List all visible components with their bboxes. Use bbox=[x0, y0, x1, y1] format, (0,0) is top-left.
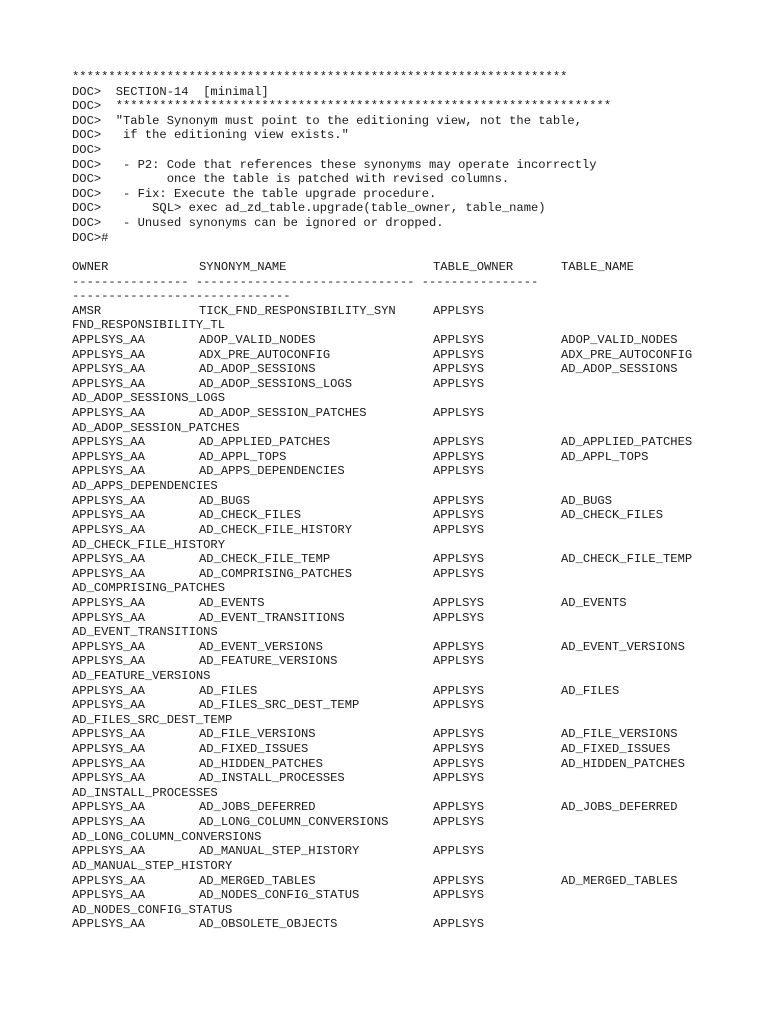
cell-owner: APPLSYS_AA bbox=[72, 362, 145, 377]
table-row bbox=[72, 508, 752, 523]
cell-table-owner: APPLSYS bbox=[433, 888, 484, 903]
cell-owner: APPLSYS_AA bbox=[72, 522, 145, 537]
cell-table-owner: APPLSYS bbox=[433, 683, 484, 698]
cell-table-name-wrapped: AD_EVENT_TRANSITIONS bbox=[72, 625, 218, 640]
table-row bbox=[72, 874, 752, 889]
cell-owner: APPLSYS_AA bbox=[72, 654, 145, 669]
cell-owner: APPLSYS_AA bbox=[72, 610, 145, 625]
cell-table-name: AD_EVENT_VERSIONS bbox=[561, 639, 685, 654]
column-header-row bbox=[72, 260, 752, 275]
table-row bbox=[72, 844, 752, 859]
cell-synonym-name: AD_CHECK_FILE_TEMP bbox=[199, 552, 331, 567]
cell-owner: APPLSYS_AA bbox=[72, 464, 145, 479]
cell-table-owner: APPLSYS bbox=[433, 654, 484, 669]
cell-owner: APPLSYS_AA bbox=[72, 815, 145, 830]
table-row bbox=[72, 450, 752, 465]
cell-owner: APPLSYS_AA bbox=[72, 888, 145, 903]
table-row bbox=[72, 771, 752, 786]
header-line: DOC># bbox=[72, 230, 109, 245]
cell-synonym-name: AD_APPLIED_PATCHES bbox=[199, 435, 331, 450]
cell-owner: APPLSYS_AA bbox=[72, 347, 145, 362]
cell-synonym-name: AD_MERGED_TABLES bbox=[199, 873, 316, 888]
cell-table-name: ADOP_VALID_NODES bbox=[561, 332, 678, 347]
cell-table-name-wrapped: AD_ADOP_SESSION_PATCHES bbox=[72, 420, 240, 435]
cell-owner: APPLSYS_AA bbox=[72, 756, 145, 771]
table-row bbox=[72, 917, 752, 932]
cell-table-owner: APPLSYS bbox=[433, 742, 484, 757]
cell-owner: APPLSYS_AA bbox=[72, 683, 145, 698]
cell-synonym-name: AD_APPS_DEPENDENCIES bbox=[199, 464, 345, 479]
cell-table-name: ADX_PRE_AUTOCONFIG bbox=[561, 347, 693, 362]
cell-owner: APPLSYS_AA bbox=[72, 566, 145, 581]
cell-owner: AMSR bbox=[72, 303, 102, 318]
table-row bbox=[72, 727, 752, 742]
table-row bbox=[72, 596, 752, 611]
cell-table-name: AD_ADOP_SESSIONS bbox=[561, 362, 678, 377]
cell-owner: APPLSYS_AA bbox=[72, 376, 145, 391]
table-row bbox=[72, 523, 752, 538]
cell-table-name-wrapped: AD_NODES_CONFIG_STATUS bbox=[72, 902, 233, 917]
cell-table-owner: APPLSYS bbox=[433, 727, 484, 742]
cell-table-owner: APPLSYS bbox=[433, 552, 484, 567]
cell-table-owner: APPLSYS bbox=[433, 522, 484, 537]
cell-table-owner: APPLSYS bbox=[433, 595, 484, 610]
cell-table-name-wrapped: AD_CHECK_FILE_HISTORY bbox=[72, 537, 225, 552]
column-header-table-name: TABLE_NAME bbox=[561, 259, 634, 274]
table-row bbox=[72, 640, 752, 655]
header-line: DOC> once the table is patched with revised columns. bbox=[72, 172, 510, 187]
cell-owner: APPLSYS_AA bbox=[72, 552, 145, 567]
table-row bbox=[72, 800, 752, 815]
cell-table-name: AD_FILES bbox=[561, 683, 620, 698]
cell-owner: APPLSYS_AA bbox=[72, 698, 145, 713]
header-line: DOC> ******************************************************************** bbox=[72, 99, 612, 114]
table-row bbox=[72, 742, 752, 757]
cell-table-owner: APPLSYS bbox=[433, 493, 484, 508]
column-header-table-owner: TABLE_OWNER bbox=[433, 259, 514, 274]
header-line: DOC> "Table Synonym must point to the editioning view, not the table, bbox=[72, 113, 582, 128]
table-row bbox=[72, 304, 752, 319]
cell-owner: APPLSYS_AA bbox=[72, 435, 145, 450]
cell-owner: APPLSYS_AA bbox=[72, 727, 145, 742]
cell-table-name: AD_HIDDEN_PATCHES bbox=[561, 756, 685, 771]
cell-owner: APPLSYS_AA bbox=[72, 508, 145, 523]
cell-owner: APPLSYS_AA bbox=[72, 639, 145, 654]
cell-table-owner: APPLSYS bbox=[433, 610, 484, 625]
cell-table-name-wrapped: AD_FILES_SRC_DEST_TEMP bbox=[72, 712, 233, 727]
cell-synonym-name: AD_CHECK_FILE_HISTORY bbox=[199, 522, 352, 537]
cell-synonym-name: AD_EVENT_VERSIONS bbox=[199, 639, 323, 654]
cell-table-name: AD_BUGS bbox=[561, 493, 612, 508]
cell-table-name: AD_EVENTS bbox=[561, 595, 627, 610]
cell-owner: APPLSYS_AA bbox=[72, 771, 145, 786]
header-line: ******************************************************************** bbox=[72, 70, 568, 84]
cell-synonym-name: AD_ADOP_SESSIONS_LOGS bbox=[199, 376, 352, 391]
cell-table-name-wrapped: AD_APPS_DEPENDENCIES bbox=[72, 479, 218, 494]
cell-synonym-name: AD_ADOP_SESSION_PATCHES bbox=[199, 406, 367, 421]
header-line: DOC> - P2: Code that references these synonyms may operate incorrectly bbox=[72, 157, 597, 172]
cell-synonym-name: AD_FEATURE_VERSIONS bbox=[199, 654, 338, 669]
cell-synonym-name: AD_INSTALL_PROCESSES bbox=[199, 771, 345, 786]
cell-table-owner: APPLSYS bbox=[433, 464, 484, 479]
cell-owner: APPLSYS_AA bbox=[72, 873, 145, 888]
cell-table-name: AD_FILE_VERSIONS bbox=[561, 727, 678, 742]
cell-table-name: AD_FIXED_ISSUES bbox=[561, 742, 671, 757]
cell-synonym-name: AD_EVENT_TRANSITIONS bbox=[199, 610, 345, 625]
column-header-owner: OWNER bbox=[72, 259, 109, 274]
table-row bbox=[72, 348, 752, 363]
table-row bbox=[72, 494, 752, 509]
cell-owner: APPLSYS_AA bbox=[72, 742, 145, 757]
table-row bbox=[72, 757, 752, 772]
table-row bbox=[72, 333, 752, 348]
cell-table-name-wrapped: AD_COMPRISING_PATCHES bbox=[72, 581, 225, 596]
header-line: DOC> SQL> exec ad_zd_table.upgrade(table_owner, table_name) bbox=[72, 201, 546, 216]
table-row bbox=[72, 362, 752, 377]
cell-table-name: AD_CHECK_FILES bbox=[561, 508, 663, 523]
cell-table-owner: APPLSYS bbox=[433, 815, 484, 830]
cell-table-owner: APPLSYS bbox=[433, 435, 484, 450]
cell-owner: APPLSYS_AA bbox=[72, 595, 145, 610]
table-body bbox=[72, 304, 752, 932]
cell-synonym-name: AD_FIXED_ISSUES bbox=[199, 742, 309, 757]
cell-synonym-name: AD_ADOP_SESSIONS bbox=[199, 362, 316, 377]
cell-table-owner: APPLSYS bbox=[433, 800, 484, 815]
header-line: DOC> - Fix: Execute the table upgrade procedure. bbox=[72, 186, 437, 201]
table-row bbox=[72, 698, 752, 713]
table-row bbox=[72, 464, 752, 479]
cell-owner: APPLSYS_AA bbox=[72, 332, 145, 347]
report-page bbox=[72, 70, 752, 932]
cell-synonym-name: AD_LONG_COLUMN_CONVERSIONS bbox=[199, 815, 389, 830]
column-header-synonym-name: SYNONYM_NAME bbox=[199, 259, 287, 274]
cell-table-owner: APPLSYS bbox=[433, 362, 484, 377]
cell-table-name: AD_CHECK_FILE_TEMP bbox=[561, 552, 693, 567]
cell-table-owner: APPLSYS bbox=[433, 698, 484, 713]
cell-owner: APPLSYS_AA bbox=[72, 406, 145, 421]
cell-table-owner: APPLSYS bbox=[433, 406, 484, 421]
blank-line bbox=[72, 245, 752, 260]
cell-table-name: AD_MERGED_TABLES bbox=[561, 873, 678, 888]
header-line: DOC> SECTION-14 [minimal] bbox=[72, 84, 269, 99]
header-line: DOC> if the editioning view exists." bbox=[72, 128, 349, 143]
cell-table-name: AD_JOBS_DEFERRED bbox=[561, 800, 678, 815]
cell-table-name-wrapped: AD_LONG_COLUMN_CONVERSIONS bbox=[72, 829, 262, 844]
table-row bbox=[72, 552, 752, 567]
cell-table-owner: APPLSYS bbox=[433, 873, 484, 888]
header-line: DOC> - Unused synonyms can be ignored or dropped. bbox=[72, 216, 444, 231]
cell-table-owner: APPLSYS bbox=[433, 844, 484, 859]
cell-synonym-name: AD_JOBS_DEFERRED bbox=[199, 800, 316, 815]
cell-table-name-wrapped: AD_INSTALL_PROCESSES bbox=[72, 785, 218, 800]
header-line: DOC> bbox=[72, 143, 102, 158]
cell-table-owner: APPLSYS bbox=[433, 917, 484, 932]
cell-table-owner: APPLSYS bbox=[433, 332, 484, 347]
table-row bbox=[72, 435, 752, 450]
cell-table-owner: APPLSYS bbox=[433, 449, 484, 464]
cell-synonym-name: TICK_FND_RESPONSIBILITY_SYN bbox=[199, 303, 396, 318]
cell-owner: APPLSYS_AA bbox=[72, 917, 145, 932]
table-row bbox=[72, 684, 752, 699]
cell-table-name-wrapped: FND_RESPONSIBILITY_TL bbox=[72, 318, 225, 333]
cell-synonym-name: AD_FILES bbox=[199, 683, 258, 698]
cell-table-name-wrapped: AD_MANUAL_STEP_HISTORY bbox=[72, 858, 233, 873]
table-row bbox=[72, 654, 752, 669]
cell-table-owner: APPLSYS bbox=[433, 771, 484, 786]
cell-table-owner: APPLSYS bbox=[433, 347, 484, 362]
cell-synonym-name: AD_COMPRISING_PATCHES bbox=[199, 566, 352, 581]
cell-table-name: AD_APPLIED_PATCHES bbox=[561, 435, 693, 450]
cell-table-owner: APPLSYS bbox=[433, 639, 484, 654]
cell-owner: APPLSYS_AA bbox=[72, 800, 145, 815]
cell-synonym-name: AD_NODES_CONFIG_STATUS bbox=[199, 888, 360, 903]
separator-line-continued: ------------------------------ bbox=[72, 289, 291, 304]
cell-table-name: AD_APPL_TOPS bbox=[561, 449, 649, 464]
cell-owner: APPLSYS_AA bbox=[72, 844, 145, 859]
cell-table-owner: APPLSYS bbox=[433, 303, 484, 318]
cell-table-owner: APPLSYS bbox=[433, 376, 484, 391]
cell-synonym-name: AD_APPL_TOPS bbox=[199, 449, 287, 464]
table-row bbox=[72, 888, 752, 903]
cell-synonym-name: AD_HIDDEN_PATCHES bbox=[199, 756, 323, 771]
cell-synonym-name: ADOP_VALID_NODES bbox=[199, 332, 316, 347]
cell-synonym-name: AD_CHECK_FILES bbox=[199, 508, 301, 523]
cell-synonym-name: AD_FILE_VERSIONS bbox=[199, 727, 316, 742]
cell-synonym-name: AD_MANUAL_STEP_HISTORY bbox=[199, 844, 360, 859]
table-row bbox=[72, 815, 752, 830]
cell-table-owner: APPLSYS bbox=[433, 756, 484, 771]
table-row bbox=[72, 611, 752, 626]
section-header bbox=[72, 70, 752, 245]
separator-line: ---------------- ------------------------------ ---------------- bbox=[72, 274, 539, 289]
cell-owner: APPLSYS_AA bbox=[72, 493, 145, 508]
cell-synonym-name: AD_FILES_SRC_DEST_TEMP bbox=[199, 698, 360, 713]
cell-synonym-name: AD_EVENTS bbox=[199, 595, 265, 610]
cell-table-owner: APPLSYS bbox=[433, 508, 484, 523]
cell-owner: APPLSYS_AA bbox=[72, 449, 145, 464]
cell-synonym-name: AD_OBSOLETE_OBJECTS bbox=[199, 917, 338, 932]
cell-table-name-wrapped: AD_ADOP_SESSIONS_LOGS bbox=[72, 391, 225, 406]
cell-synonym-name: AD_BUGS bbox=[199, 493, 250, 508]
table-row bbox=[72, 377, 752, 392]
cell-synonym-name: ADX_PRE_AUTOCONFIG bbox=[199, 347, 331, 362]
table-row bbox=[72, 567, 752, 582]
cell-table-owner: APPLSYS bbox=[433, 566, 484, 581]
table-row bbox=[72, 406, 752, 421]
cell-table-name-wrapped: AD_FEATURE_VERSIONS bbox=[72, 668, 211, 683]
